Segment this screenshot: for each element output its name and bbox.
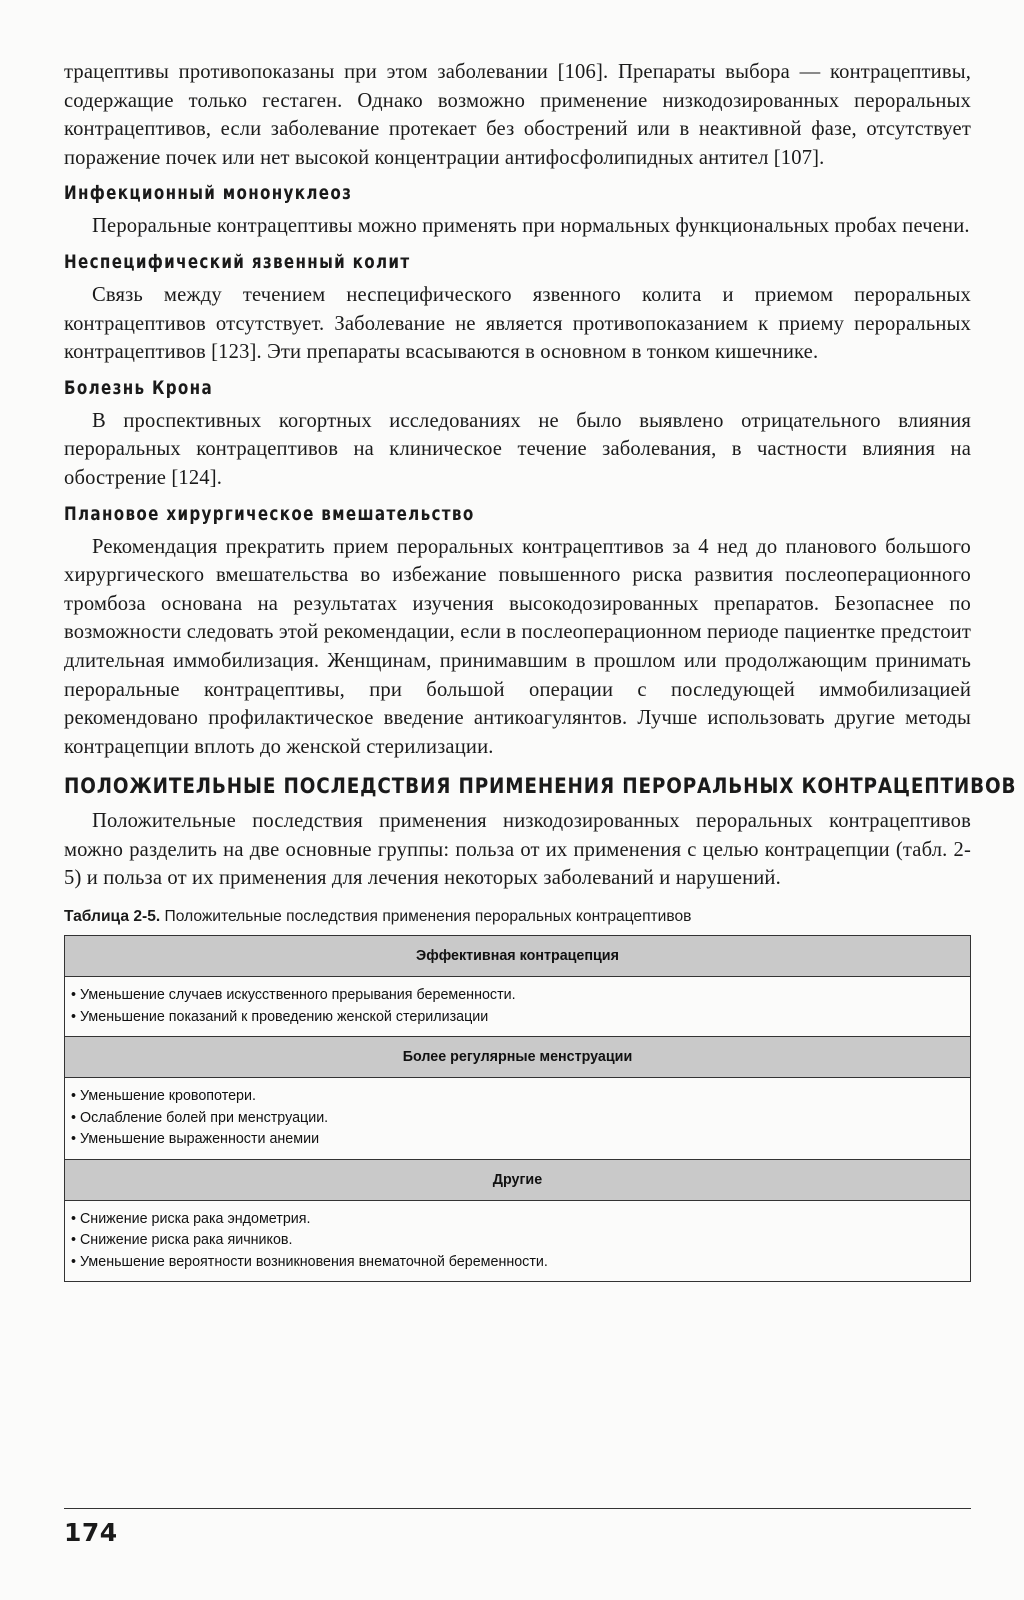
paragraph-infectious-mononucleosis: Пероральные контрацептивы можно применять при нормальных функциональных пробах печени. [92, 215, 970, 238]
table-list-item: • Ослабление болей при менструации. [71, 1109, 329, 1126]
page-number: 174 [64, 1518, 118, 1547]
paragraph-crohns-disease: В проспективных когортных исследованиях не было выявлено отрицательного влияния пероральных контрацептивов на клиническое течение заболевания, в частности влияния на обострение [124]. [64, 409, 971, 489]
footer-rule [64, 1508, 971, 1509]
table-group-items-row [65, 1200, 971, 1282]
table-list-item: • Уменьшение случаев искусственного прерывания беременности. [71, 987, 516, 1004]
paragraph-positive-effects: Положительные последствия применения низкодозированных пероральных контрацептивов можно разделить на две основные группы: польза от их применения с целью контрацепции (табл. 2-5) и польза от их применения для лечения некоторых заболеваний и нарушений. [64, 810, 971, 890]
table-group-header-row [65, 1159, 971, 1200]
table-group-header: Эффективная контрацепция [65, 936, 971, 977]
intro-paragraph: трацептивы противопоказаны при этом заболевании [106]. Препараты выбора — контрацептивы, содержащие только гестаген. Однако возможно применение низкодозированных пероральных контрацептивов, если заболевание протекает без обострений или в неактивной фазе, отсутствует поражение почек или нет высокой концентрации антифосфолипидных антител [107]. [64, 61, 971, 169]
table-group-items [65, 1078, 971, 1160]
table-group-items [65, 1200, 971, 1282]
table-group-header: Другие [65, 1159, 971, 1200]
table-list-item: • Уменьшение вероятности возникновения внематочной беременности. [71, 1253, 548, 1270]
table-list-item: • Снижение риска рака эндометрия. [71, 1210, 311, 1227]
text-column [64, 58, 1017, 1282]
table-caption-label: Таблица 2-5. [64, 908, 161, 926]
paragraph-planned-surgery: Рекомендация прекратить прием пероральных контрацептивов за 4 нед до планового большого хирургического вмешательства во избежание повышенного риска развития послеоперационного тромбоза основана на результатах изучения высокодозированных препаратов. Безопаснее по возможности следовать этой рекомендации, если в послеоперационном периоде пациентке предстоит длительная иммобилизация. Женщинам, принимавшим в прошлом или продолжающим принимать пероральные контрацептивы, при большой операции с последующей иммобилизацией рекомендовано профилактическое введение антикоагулянтов. Лучше использовать другие методы контрацепции вплоть до женской стерилизации. [64, 535, 971, 758]
heading-infectious-mononucleosis: Инфекционный мононуклеоз [64, 183, 353, 205]
table-group-header-row [65, 936, 971, 977]
heading-ulcerative-colitis: Неспецифический язвенный колит [64, 251, 411, 273]
table-group-header-row [65, 1037, 971, 1078]
table-list-item: • Уменьшение кровопотери. [71, 1088, 256, 1105]
table-list-item: • Уменьшение выраженности анемии [71, 1131, 320, 1148]
table-group-items-row [65, 977, 971, 1037]
heading-planned-surgery: Плановое хирургическое вмешательство [64, 503, 475, 525]
paragraph-ulcerative-colitis: Связь между течением неспецифического язвенного колита и приемом пероральных контрацептивов отсутствует. Заболевание не является противопоказанием к приему пероральных контрацептивов [123]. Эти препараты всасываются в основном в тонком кишечнике. [64, 283, 971, 364]
heading-crohns-disease: Болезнь Крона [64, 377, 214, 399]
table-group-items [65, 977, 971, 1037]
table-group-header: Более регулярные менструации [65, 1037, 971, 1078]
section-heading-positive-effects: ПОЛОЖИТЕЛЬНЫЕ ПОСЛЕДСТВИЯ ПРИМЕНЕНИЯ ПЕРОРАЛЬНЫХ КОНТРАЦЕПТИВОВ [64, 774, 1017, 800]
table-caption [64, 907, 971, 927]
benefits-table [64, 935, 971, 1282]
table-group-items-row [65, 1078, 971, 1160]
table-list-item: • Уменьшение показаний к проведению женской стерилизации [71, 1008, 489, 1025]
table-caption-text: Положительные последствия применения пероральных контрацептивов [164, 908, 692, 926]
table-list-item: • Снижение риска рака яичников. [71, 1232, 293, 1249]
